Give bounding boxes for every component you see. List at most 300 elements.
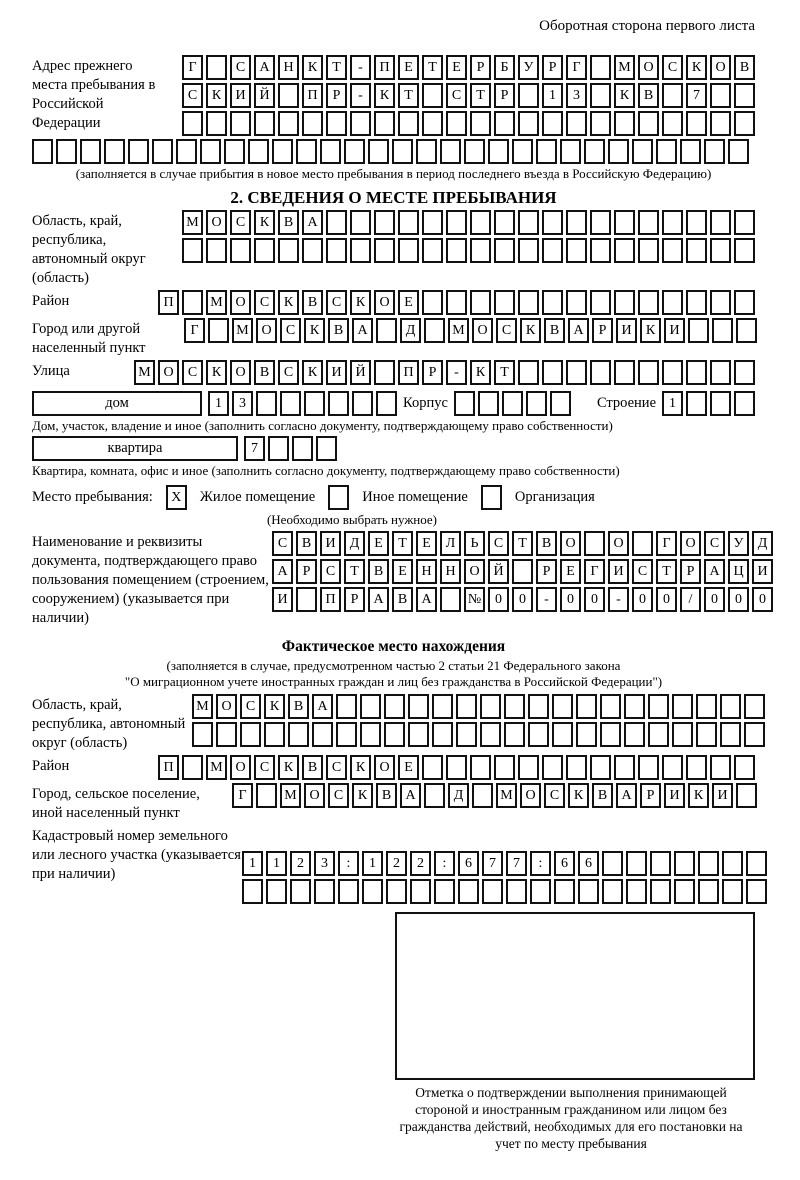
char-cell: [688, 318, 709, 343]
char-cell: [446, 238, 467, 263]
char-cell: [638, 210, 659, 235]
char-cell: [336, 694, 357, 719]
char-cell: [278, 238, 299, 263]
char-cell: Т: [494, 360, 515, 385]
char-cell: [736, 783, 757, 808]
char-cell: [686, 391, 707, 416]
char-cell: [344, 139, 365, 164]
char-cell: К: [470, 360, 491, 385]
char-cell: А: [400, 783, 421, 808]
char-cell: [360, 722, 381, 747]
char-cell: [662, 238, 683, 263]
char-cell: [410, 879, 431, 904]
char-cell: [352, 391, 373, 416]
char-cell: [338, 879, 359, 904]
char-cell: [336, 722, 357, 747]
char-cell: К: [350, 290, 371, 315]
char-cell: С: [272, 531, 293, 556]
char-cell: -: [608, 587, 629, 612]
char-cell: [590, 210, 611, 235]
char-cell: Т: [470, 83, 491, 108]
char-cell: [470, 238, 491, 263]
char-cell: [686, 111, 707, 136]
char-cell: [662, 755, 683, 780]
char-cell: [552, 694, 573, 719]
char-cell: О: [206, 210, 227, 235]
char-cell: [176, 139, 197, 164]
char-cell: Р: [296, 559, 317, 584]
char-cell: [704, 139, 725, 164]
char-cell: [542, 210, 563, 235]
char-cell: [248, 139, 269, 164]
char-cell: [320, 139, 341, 164]
char-row: [272, 587, 773, 612]
char-cell: [440, 587, 461, 612]
char-cell: [440, 139, 461, 164]
char-cell: Т: [422, 55, 443, 80]
char-cell: [504, 722, 525, 747]
char-cell: [350, 210, 371, 235]
gorod-label: Город или другой населенный пункт: [32, 321, 146, 356]
char-cell: [662, 83, 683, 108]
char-cell: [686, 290, 707, 315]
char-row: [182, 55, 755, 80]
char-cell: [326, 210, 347, 235]
char-cell: И: [320, 531, 341, 556]
char-cell: :: [434, 851, 455, 876]
char-cell: М: [614, 55, 635, 80]
char-cell: С: [488, 531, 509, 556]
char-cell: [374, 210, 395, 235]
char-cell: [584, 139, 605, 164]
char-cell: [566, 210, 587, 235]
fact-gorod-block: [32, 783, 755, 823]
char-cell: [526, 391, 547, 416]
char-cell: К: [304, 318, 325, 343]
char-cell: Т: [656, 559, 677, 584]
char-cell: [208, 318, 229, 343]
char-cell: О: [680, 531, 701, 556]
char-cell: [518, 83, 539, 108]
char-cell: О: [464, 559, 485, 584]
char-cell: А: [704, 559, 725, 584]
char-cell: С: [326, 755, 347, 780]
char-cell: [502, 391, 523, 416]
char-cell: Е: [416, 531, 437, 556]
char-cell: [362, 879, 383, 904]
gorod-block: [32, 318, 755, 358]
char-cell: О: [472, 318, 493, 343]
char-cell: [398, 111, 419, 136]
char-cell: В: [392, 587, 413, 612]
fact-oblast-rows: [192, 694, 765, 747]
char-cell: [600, 722, 621, 747]
char-cell: [488, 139, 509, 164]
char-cell: [392, 139, 413, 164]
char-cell: А: [272, 559, 293, 584]
char-cell: С: [240, 694, 261, 719]
char-cell: [446, 755, 467, 780]
char-cell: [614, 111, 635, 136]
char-cell: А: [368, 587, 389, 612]
char-cell: [710, 111, 731, 136]
char-cell: П: [302, 83, 323, 108]
char-cell: С: [320, 559, 341, 584]
char-cell: [576, 722, 597, 747]
char-cell: [302, 111, 323, 136]
char-cell: О: [230, 360, 251, 385]
stamp-box: [395, 912, 755, 1080]
char-cell: [288, 722, 309, 747]
char-cell: М: [496, 783, 517, 808]
char-cell: 2: [386, 851, 407, 876]
char-cell: [632, 139, 653, 164]
char-cell: Д: [752, 531, 773, 556]
char-cell: [590, 111, 611, 136]
char-cell: [744, 722, 765, 747]
char-cell: В: [638, 83, 659, 108]
char-cell: [528, 694, 549, 719]
char-cell: [384, 694, 405, 719]
char-cell: В: [302, 290, 323, 315]
char-cell: 0: [704, 587, 725, 612]
char-cell: О: [520, 783, 541, 808]
char-cell: [566, 360, 587, 385]
char-cell: [518, 755, 539, 780]
char-cell: [734, 755, 755, 780]
char-cell: [746, 879, 767, 904]
fact-caption-1: (заполняется в случае, предусмотренном частью 2 статьи 21 Федерального закона: [166, 658, 621, 673]
char-cell: К: [688, 783, 709, 808]
char-cell: [350, 238, 371, 263]
char-cell: [494, 290, 515, 315]
char-cell: Ь: [464, 531, 485, 556]
char-cell: К: [686, 55, 707, 80]
char-cell: [278, 111, 299, 136]
char-cell: [386, 879, 407, 904]
char-cell: В: [278, 210, 299, 235]
char-cell: [494, 210, 515, 235]
prev-address-rows: [182, 55, 755, 136]
char-cell: К: [302, 360, 323, 385]
char-cell: [152, 139, 173, 164]
char-cell: 2: [290, 851, 311, 876]
char-cell: И: [664, 783, 685, 808]
char-cell: Г: [566, 55, 587, 80]
char-cell: [278, 83, 299, 108]
char-cell: С: [230, 210, 251, 235]
char-cell: К: [568, 783, 589, 808]
prev-address-caption: (заполняется в случае прибытия в новое место пребывания в период последнего въезда в Российскую Федерацию): [75, 166, 712, 181]
char-cell: [446, 290, 467, 315]
char-cell: [736, 318, 757, 343]
char-cell: 1: [266, 851, 287, 876]
char-cell: [494, 111, 515, 136]
char-cell: [590, 360, 611, 385]
char-cell: [584, 531, 605, 556]
char-cell: [686, 210, 707, 235]
prev-address-block: [32, 55, 755, 136]
char-cell: О: [304, 783, 325, 808]
char-cell: 0: [752, 587, 773, 612]
char-cell: П: [158, 290, 179, 315]
char-cell: [434, 879, 455, 904]
char-cell: П: [320, 587, 341, 612]
kvartira-box-label: квартира: [107, 440, 163, 456]
char-cell: 0: [560, 587, 581, 612]
char-cell: [296, 587, 317, 612]
char-cell: Й: [254, 83, 275, 108]
char-cell: Д: [344, 531, 365, 556]
char-cell: [686, 755, 707, 780]
char-cell: 0: [584, 587, 605, 612]
char-cell: [422, 755, 443, 780]
char-cell: С: [632, 559, 653, 584]
char-cell: Е: [368, 531, 389, 556]
stroenie-label: Строение: [596, 395, 656, 411]
char-cell: [316, 436, 337, 461]
option-inoe-label: Иное помещение: [362, 489, 468, 505]
char-cell: 2: [410, 851, 431, 876]
char-cell: И: [616, 318, 637, 343]
char-cell: -: [536, 587, 557, 612]
checkbox-zhiloe: X: [166, 485, 187, 510]
char-cell: [80, 139, 101, 164]
char-cell: М: [280, 783, 301, 808]
char-cell: В: [544, 318, 565, 343]
char-cell: К: [614, 83, 635, 108]
char-cell: [590, 55, 611, 80]
char-cell: [206, 238, 227, 263]
char-cell: И: [326, 360, 347, 385]
kvartira-line: [32, 436, 755, 461]
char-cell: С: [496, 318, 517, 343]
rayon-label: Район: [32, 293, 70, 309]
char-cell: Т: [326, 55, 347, 80]
char-cell: [504, 694, 525, 719]
char-cell: [192, 722, 213, 747]
char-cell: [422, 238, 443, 263]
char-cell: А: [302, 210, 323, 235]
char-cell: М: [206, 290, 227, 315]
char-cell: [722, 879, 743, 904]
fact-rayon-block: [32, 755, 755, 780]
char-cell: [424, 783, 445, 808]
char-cell: [128, 139, 149, 164]
char-cell: [266, 879, 287, 904]
doc-rows: [272, 531, 773, 612]
char-cell: [422, 210, 443, 235]
char-cell: Г: [184, 318, 205, 343]
char-row: [184, 318, 757, 343]
char-cell: К: [350, 755, 371, 780]
char-row: [242, 879, 767, 904]
char-cell: В: [288, 694, 309, 719]
char-cell: М: [134, 360, 155, 385]
char-cell: [680, 139, 701, 164]
dom-cells: [208, 391, 397, 416]
kvartira-cells: [244, 436, 337, 461]
char-cell: [506, 879, 527, 904]
char-cell: С: [662, 55, 683, 80]
fact-oblast-block: [32, 694, 755, 753]
char-cell: С: [544, 783, 565, 808]
char-cell: 1: [242, 851, 263, 876]
char-row: [232, 783, 757, 808]
char-cell: [722, 851, 743, 876]
char-cell: [408, 694, 429, 719]
dom-box: [32, 391, 202, 416]
char-row: [182, 210, 755, 235]
stamp-caption: Отметка о подтверждении выполнения принимающей стороной и иностранным гражданином или лицом без гражданства действий, необходимых для его постановки на учет по месту пребывания: [399, 1085, 743, 1151]
char-cell: Е: [392, 559, 413, 584]
mesto-caption: (Необходимо выбрать нужное): [266, 512, 438, 527]
char-cell: [550, 391, 571, 416]
char-cell: В: [376, 783, 397, 808]
char-cell: [480, 694, 501, 719]
char-cell: [614, 360, 635, 385]
char-cell: [600, 694, 621, 719]
char-cell: [424, 318, 445, 343]
char-cell: 1: [362, 851, 383, 876]
char-cell: [542, 755, 563, 780]
char-cell: [672, 694, 693, 719]
char-cell: Д: [400, 318, 421, 343]
char-cell: [224, 139, 245, 164]
fact-caption-2: "О миграционном учете иностранных граждан и лиц без гражданства в Российской Федерации"): [124, 674, 663, 689]
char-cell: Т: [512, 531, 533, 556]
char-cell: [552, 722, 573, 747]
char-cell: И: [712, 783, 733, 808]
oblast-rows: [182, 210, 755, 263]
char-cell: 3: [232, 391, 253, 416]
dom-caption: Дом, участок, владение и иное (заполнить согласно документу, подтверждающему право собственности): [32, 418, 613, 433]
char-cell: [656, 139, 677, 164]
char-cell: [472, 783, 493, 808]
char-cell: [32, 139, 53, 164]
char-cell: [662, 210, 683, 235]
char-cell: /: [680, 587, 701, 612]
char-cell: [608, 139, 629, 164]
char-cell: [614, 290, 635, 315]
kadastr-label: Кадастровый номер земельного или лесного участка (указывается при наличии): [32, 828, 241, 882]
char-cell: Р: [536, 559, 557, 584]
char-cell: Р: [542, 55, 563, 80]
char-cell: [518, 111, 539, 136]
char-cell: Р: [680, 559, 701, 584]
char-cell: Е: [560, 559, 581, 584]
char-cell: -: [350, 55, 371, 80]
char-cell: [536, 139, 557, 164]
char-cell: [446, 111, 467, 136]
char-cell: [728, 139, 749, 164]
char-cell: С: [254, 755, 275, 780]
char-cell: [530, 879, 551, 904]
char-cell: И: [608, 559, 629, 584]
char-cell: Б: [494, 55, 515, 80]
char-cell: [590, 83, 611, 108]
char-cell: [240, 722, 261, 747]
char-cell: Е: [446, 55, 467, 80]
char-cell: [744, 694, 765, 719]
kadastr-block: [32, 825, 755, 904]
char-cell: И: [272, 587, 293, 612]
char-cell: В: [368, 559, 389, 584]
char-cell: [512, 139, 533, 164]
char-cell: А: [352, 318, 373, 343]
char-cell: [566, 755, 587, 780]
char-cell: Г: [182, 55, 203, 80]
char-cell: Н: [278, 55, 299, 80]
char-cell: [720, 722, 741, 747]
char-cell: С: [254, 290, 275, 315]
char-cell: [374, 360, 395, 385]
char-cell: [422, 290, 443, 315]
char-cell: [624, 722, 645, 747]
char-cell: [376, 318, 397, 343]
char-cell: [672, 722, 693, 747]
char-cell: [734, 210, 755, 235]
char-cell: М: [182, 210, 203, 235]
char-cell: М: [232, 318, 253, 343]
char-cell: [408, 722, 429, 747]
char-cell: 6: [458, 851, 479, 876]
char-cell: [542, 360, 563, 385]
char-cell: О: [710, 55, 731, 80]
char-cell: Р: [470, 55, 491, 80]
char-cell: [254, 111, 275, 136]
checkbox-organizatsiya: [481, 485, 502, 510]
char-cell: [422, 111, 443, 136]
char-cell: К: [520, 318, 541, 343]
char-cell: [470, 210, 491, 235]
char-cell: [566, 290, 587, 315]
fact-title: Фактическое место нахождения: [281, 638, 506, 655]
kvartira-box: [32, 436, 238, 461]
char-cell: Р: [592, 318, 613, 343]
char-cell: [254, 238, 275, 263]
char-cell: [512, 559, 533, 584]
char-cell: [376, 391, 397, 416]
char-cell: [456, 694, 477, 719]
char-cell: 7: [244, 436, 265, 461]
char-cell: [454, 391, 475, 416]
char-cell: С: [230, 55, 251, 80]
char-cell: П: [398, 360, 419, 385]
char-cell: Й: [488, 559, 509, 584]
char-cell: Т: [344, 559, 365, 584]
char-cell: [464, 139, 485, 164]
char-cell: [350, 111, 371, 136]
char-cell: К: [302, 55, 323, 80]
char-cell: [206, 111, 227, 136]
char-cell: [696, 722, 717, 747]
char-cell: -: [446, 360, 467, 385]
dom-line: [32, 391, 755, 416]
char-cell: А: [616, 783, 637, 808]
char-cell: К: [352, 783, 373, 808]
char-cell: К: [264, 694, 285, 719]
char-cell: [698, 851, 719, 876]
char-cell: [662, 290, 683, 315]
rayon-block: [32, 290, 755, 315]
char-cell: [554, 879, 575, 904]
char-cell: Р: [494, 83, 515, 108]
char-cell: [696, 694, 717, 719]
char-cell: М: [448, 318, 469, 343]
fact-oblast-label: Область, край, республика, автономный округ (область): [32, 697, 186, 751]
char-cell: [648, 722, 669, 747]
